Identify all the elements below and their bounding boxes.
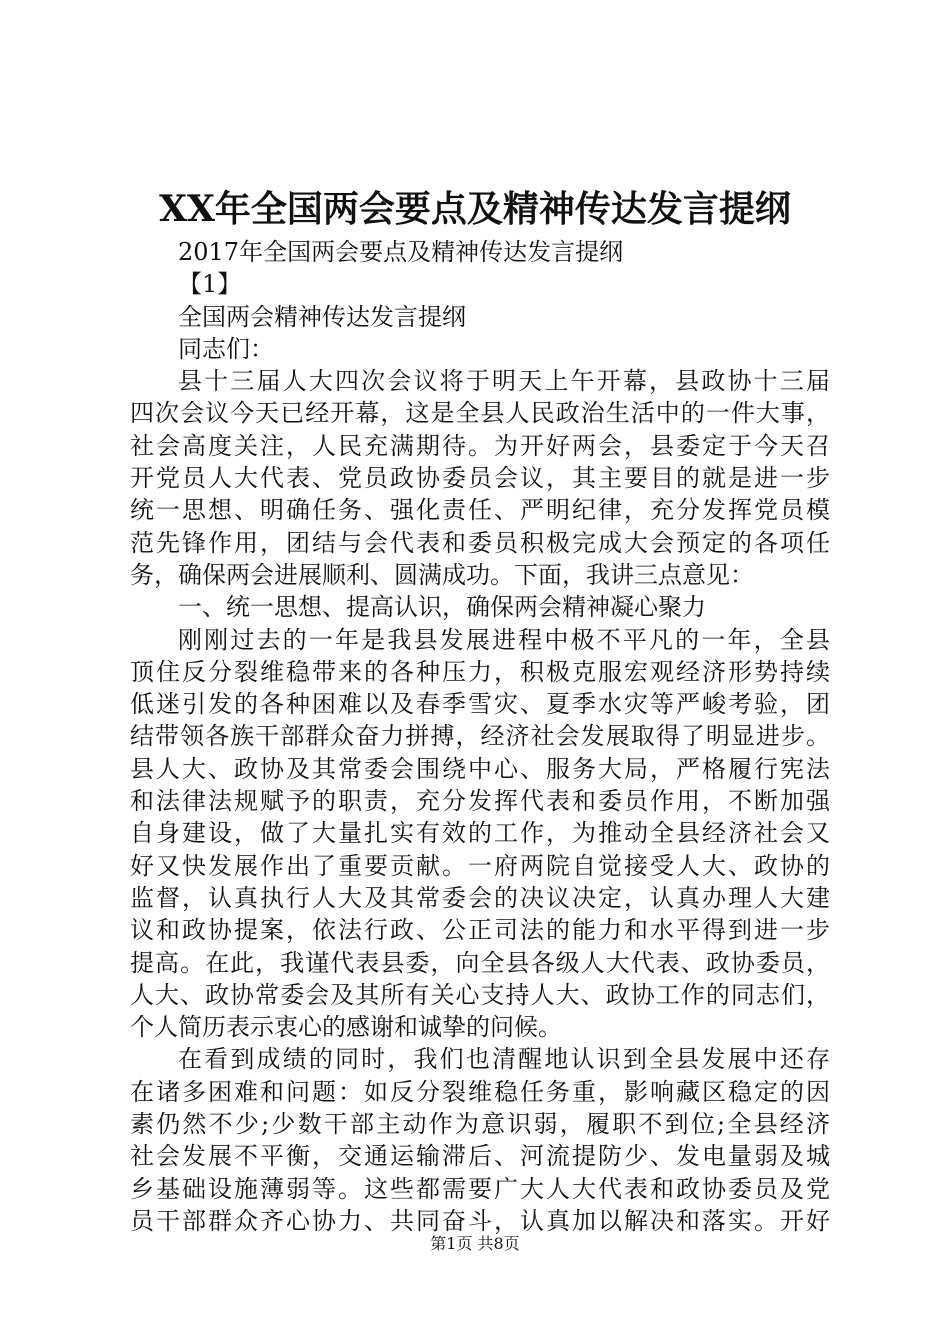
paragraph-line: 社会高度关注，人民充满期待。为开好两会，县委定于今天召 [130,431,830,460]
paragraph-line: 个人简历表示衷心的感谢和诚挚的问候。 [130,1013,562,1042]
paragraph-line: 好又快发展作出了重要贡献。一府两院自觉接受人大、政协的 [130,851,830,880]
salutation-line: 同志们： [178,334,274,363]
paragraph-line: 四次会议今天已经开幕，这是全县人民政治生活中的一件大事， [130,399,830,428]
paragraph-line: 提高。在此，我谨代表县委，向全县各级人大代表、政协委员， [130,948,830,977]
paragraph-line: 议和政协提案，依法行政、公正司法的能力和水平得到进一步 [130,916,830,945]
section-number: 【1】 [178,270,242,299]
paragraph-line: 务，确保两会进展顺利、圆满成功。下面，我讲三点意见： [130,560,754,589]
page-footer: 第1页 共8页 [430,1234,520,1253]
paragraph-line: 顶住反分裂维稳带来的各种压力，积极克服宏观经济形势持续 [130,657,830,686]
paragraph-line: 和法律法规赋予的职责，充分发挥代表和委员作用，不断加强 [130,787,830,816]
paragraph-line: 开党员人大代表、党员政协委员会议，其主要目的就是进一步 [130,464,830,493]
paragraph-line: 县人大、政协及其常委会围绕中心、服务大局，严格履行宪法 [130,754,830,783]
paragraph-line: 刚刚过去的一年是我县发展进程中极不平凡的一年，全县 [178,625,830,654]
paragraph-line: 结带领各族干部群众奋力拼搏，经济社会发展取得了明显进步。 [130,722,830,751]
paragraph-line: 统一思想、明确任务、强化责任、严明纪律，充分发挥党员模 [130,496,830,525]
document-title: XX年全国两会要点及精神传达发言提纲 [159,188,791,230]
paragraph-line: 人大、政协常委会及其所有关心支持人大、政协工作的同志们， [130,980,830,1009]
section-heading: 一、统一思想、提高认识，确保两会精神凝心聚力 [178,593,706,622]
paragraph-line: 监督，认真执行人大及其常委会的决议决定，认真办理人大建 [130,883,830,912]
paragraph-line: 员干部群众齐心协力、共同奋斗，认真加以解决和落实。开好 [130,1206,830,1235]
heading-line: 全国两会精神传达发言提纲 [178,302,466,331]
paragraph-line: 素仍然不少;少数干部主动作为意识弱，履职不到位;全县经济 [130,1110,830,1139]
paragraph-line: 在看到成绩的同时，我们也清醒地认识到全县发展中还存 [178,1045,830,1074]
paragraph-line: 县十三届人大四次会议将于明天上午开幕，县政协十三届 [178,367,830,396]
paragraph-line: 乡基础设施薄弱等。这些都需要广大人大代表和政协委员及党 [130,1174,830,1203]
paragraph-line: 自身建设，做了大量扎实有效的工作，为推动全县经济社会又 [130,819,830,848]
document-body [130,236,830,1237]
paragraph-line: 低迷引发的各种困难以及春季雪灾、夏季水灾等严峻考验，团 [130,690,830,719]
paragraph-line: 在诸多困难和问题：如反分裂维稳任务重，影响藏区稳定的因 [130,1077,830,1106]
subtitle-line: 2017年全国两会要点及精神传达发言提纲 [178,238,624,266]
paragraph-line: 社会发展不平衡，交通运输滞后、河流提防少、发电量弱及城 [130,1142,830,1171]
paragraph-line: 范先锋作用，团结与会代表和委员积极完成大会预定的各项任 [130,528,830,557]
